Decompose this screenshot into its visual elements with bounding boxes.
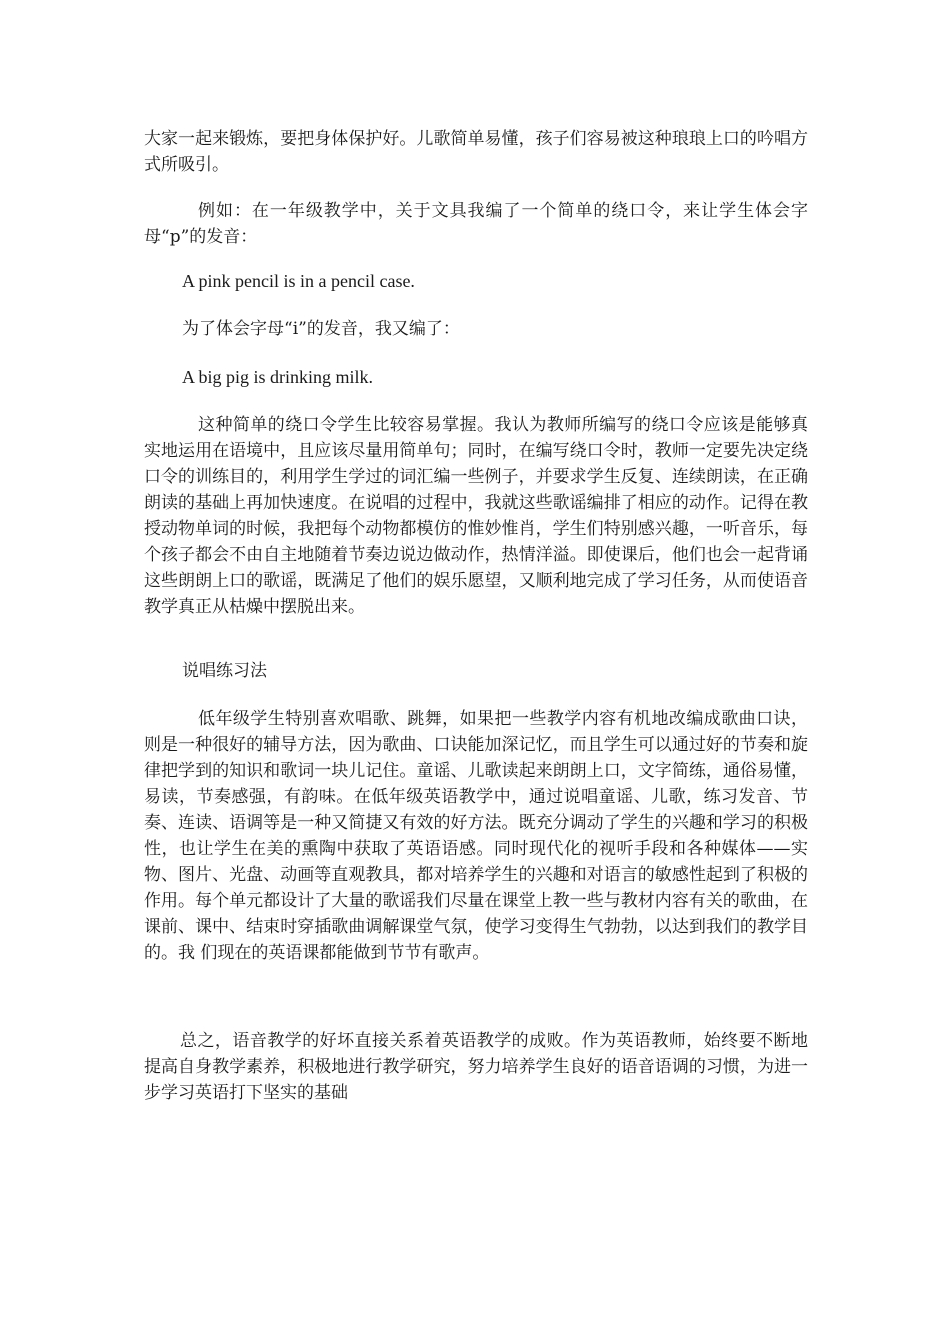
paragraph-example-i: 为了体会字母“i”的发音，我又编了： (182, 319, 460, 339)
paragraph-example-p: 例如：在一年级教学中，关于文具我编了一个简单的绕口令，来让学生体会字母“p”的发音： (144, 201, 808, 247)
paragraph-chant-method: 低年级学生特别喜欢唱歌、跳舞，如果把一些教学内容有机地改编成歌曲口诀，则是一种很好的辅导方法，因为歌曲、口诀能加深记忆，而且学生可以通过好的节奏和旋律把学到的知识和歌词一块儿记住。童谣、儿歌读起来朗朗上口，文字简练，通俗易懂，易读，节奏感强，有韵味。在低年级英语教学中，通过说唱童谣、儿歌，练习发音、节奏、连读、语调等是一种又简捷又有效的好方法。既充分调动了学生的兴趣和学习的积极性，也让学生在美的熏陶中获取了英语语感。同时现代化的视听手段和各种媒体——实物、图片、光盘、动画等直观教具，都对培养学生的兴趣和对语言的敏感性起到了积极的作用。每个单元都设计了大量的歌谣我们尽量在课堂上教一些与教材内容有关的歌曲，在课前、课中、结束时穿插歌曲调解课堂气氛，使学习变得生气勃勃，以达到我们的教学目的。我 们现在的英语课都能做到节节有歌声。 (144, 709, 808, 963)
section-heading-chant-practice: 说唱练习法 (182, 661, 267, 681)
paragraph-tongue-twister-method: 这种简单的绕口令学生比较容易掌握。我认为教师所编写的绕口令应该是能够真实地运用在语境中，且应该尽量用简单句；同时，在编写绕口令时，教师一定要先决定绕口令的训练目的，利用学生学过的词汇编一些例子，并要求学生反复、连续朗读，在正确朗读的基础上再加快速度。在说唱的过程中，我就这些歌谣编排了相应的动作。记得在教授动物单词的时候，我把每个动物都模仿的惟妙惟肖，学生们特别感兴趣，一听音乐，每个孩子都会不由自主地随着节奏边说边做动作，热情洋溢。即使课后，他们也会一起背诵这些朗朗上口的歌谣，既满足了他们的娱乐愿望，又顺利地完成了学习任务，从而使语音教学真正从枯燥中摆脱出来。 (144, 415, 808, 617)
paragraph-intro-continuation: 大家一起来锻炼，要把身体保护好。儿歌简单易懂，孩子们容易被这种琅琅上口的吟唱方式所吸引。 (144, 129, 808, 175)
tongue-twister-p: A pink pencil is in a pencil case. (182, 271, 415, 291)
tongue-twister-i: A big pig is drinking milk. (182, 367, 374, 387)
paragraph-conclusion: 总之，语音教学的好坏直接关系着英语教学的成败。作为英语教师，始终要不断地提高自身教学素养，积极地进行教学研究，努力培养学生良好的语音语调的习惯，为进一步学习英语打下坚实的基础 (144, 1031, 808, 1103)
